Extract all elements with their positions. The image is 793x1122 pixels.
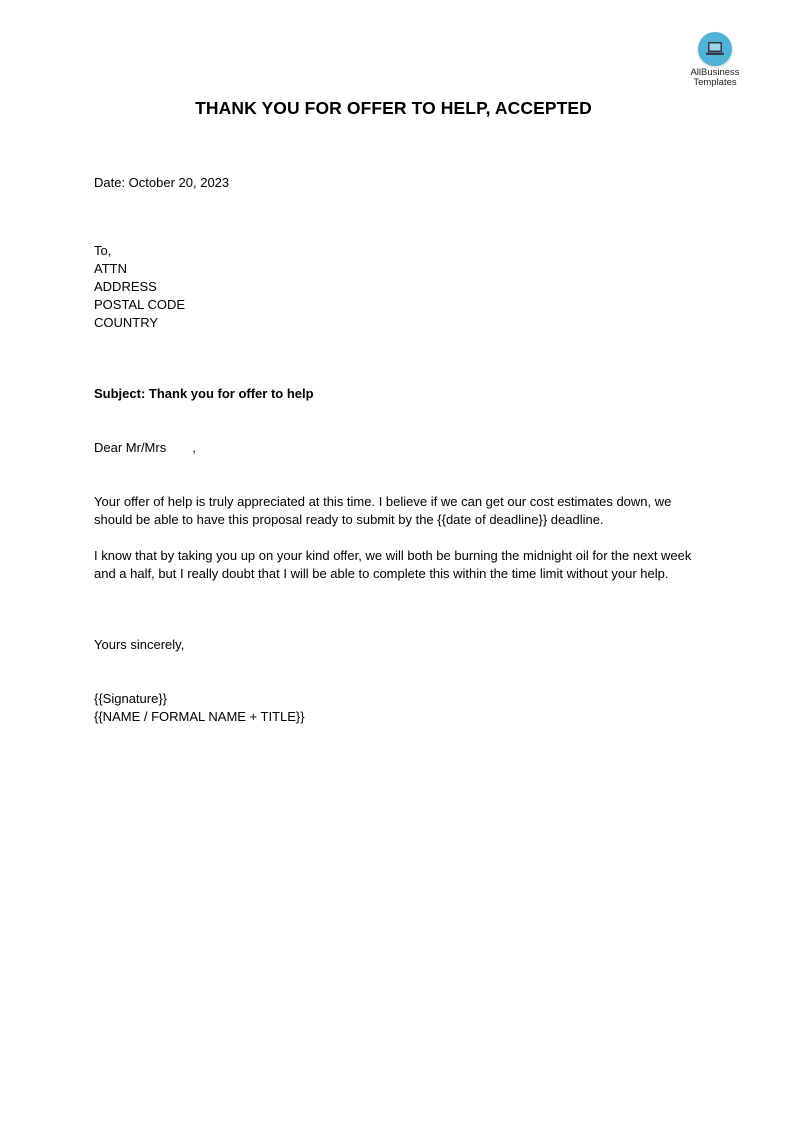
logo-badge bbox=[698, 32, 732, 66]
letter-closing: Yours sincerely, bbox=[94, 637, 185, 652]
address-attn: ATTN bbox=[94, 261, 127, 276]
name-title-placeholder: {{NAME / FORMAL NAME + TITLE}} bbox=[94, 709, 305, 724]
company-logo bbox=[684, 32, 746, 88]
address-country: COUNTRY bbox=[94, 315, 159, 330]
letter-date: Date: October 20, 2023 bbox=[94, 175, 230, 190]
address-to: To, bbox=[94, 243, 112, 258]
signature-placeholder: {{Signature}} bbox=[94, 691, 168, 706]
recipient-address bbox=[94, 242, 185, 332]
greeting-comma: , bbox=[192, 440, 196, 455]
letter-subject: Subject: Thank you for offer to help bbox=[94, 386, 314, 401]
laptop-icon bbox=[705, 41, 725, 57]
logo-line-1: AllBusiness bbox=[690, 67, 740, 78]
logo-text bbox=[684, 68, 746, 88]
signature-block bbox=[94, 690, 305, 726]
body-paragraph-1: Your offer of help is truly appreciated at this time. I believe if we can get our cost estimates down, we should be able to have this proposal ready to submit by the {{date of deadline}} deadline. bbox=[94, 494, 672, 527]
letter-greeting bbox=[94, 439, 196, 457]
address-line: ADDRESS bbox=[94, 279, 157, 294]
body-paragraph-2: I know that by taking you up on your kind offer, we will both be burning the midnight oil for the next week and a half, but I really doubt that I will be able to complete this within the time limit without your help. bbox=[94, 548, 692, 581]
address-postal-code: POSTAL CODE bbox=[94, 297, 186, 312]
document-title: THANK YOU FOR OFFER TO HELP, ACCEPTED bbox=[195, 98, 592, 118]
logo-line-2: Templates bbox=[693, 77, 737, 88]
greeting-salutation: Dear Mr/Mrs bbox=[94, 440, 167, 455]
